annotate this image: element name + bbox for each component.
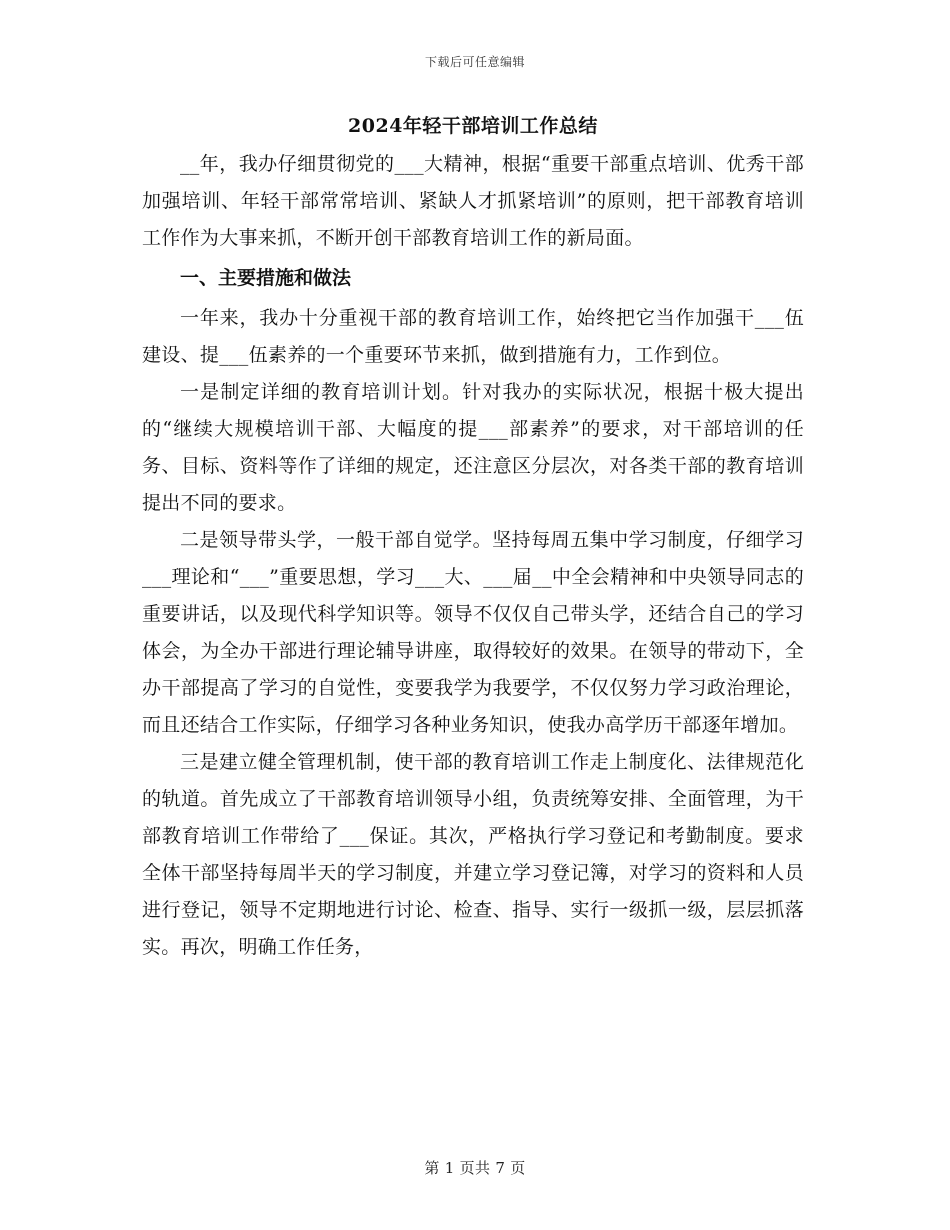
header-note: 下载后可任意编辑 bbox=[424, 55, 525, 69]
intro-paragraph: __年，我办仔细贯彻党的___大精神，根据“重要干部重点培训、优秀干部加强培训、年轻干部常常培训、紧缺人才抓紧培训”的原则，把干部教育培训工作作为大事来抓，不断开创干部教育培训工作的新局面。 bbox=[142, 153, 804, 249]
body-paragraph: 一是制定详细的教育培训计划。针对我办的实际状况，根据十极大提出的“继续大规模培训干部、大幅度的提___部素养”的要求，对干部培训的任务、目标、资料等作了详细的规定，还注意区分层次，对各类干部的教育培训提出不同的要求。 bbox=[142, 381, 804, 514]
document-title: 2024年轻干部培训工作总结 bbox=[348, 115, 598, 137]
page-number: 第 1 页共 7 页 bbox=[424, 1159, 526, 1177]
section-heading-1: 一、主要措施和做法 bbox=[180, 267, 352, 289]
body-paragraph: 一年来，我办十分重视干部的教育培训工作，始终把它当作加强干___伍建设、提___伍素养的一个重要环节来抓，做到措施有力，工作到位。 bbox=[142, 307, 804, 366]
body-paragraph: 三是建立健全管理机制，使干部的教育培训工作走上制度化、法律规范化的轨道。首先成立了干部教育培训领导小组，负责统筹安排、全面管理，为干部教育培训工作带给了___保证。其次，严格执行学习登记和考勤制度。要求全体干部坚持每周半天的学习制度，并建立学习登记簿，对学习的资料和人员进行登记，领导不定期地进行讨论、检查、指导、实行一级抓一级，层层抓落实。再次，明确工作任务， bbox=[142, 751, 804, 958]
body-paragraph: 二是领导带头学，一般干部自觉学。坚持每周五集中学习制度，仔细学习___理论和“___”重要思想，学习___大、___届__中全会精神和中央领导同志的重要讲话，以及现代科学知识等。领导不仅仅自己带头学，还结合自己的学习体会，为全办干部进行理论辅导讲座，取得较好的效果。在领导的带动下，全办干部提高了学习的自觉性，变要我学为我要学，不仅仅努力学习政治理论，而且还结合工作实际，仔细学习各种业务知识，使我办高学历干部逐年增加。 bbox=[142, 529, 804, 736]
document-body bbox=[142, 110, 804, 966]
